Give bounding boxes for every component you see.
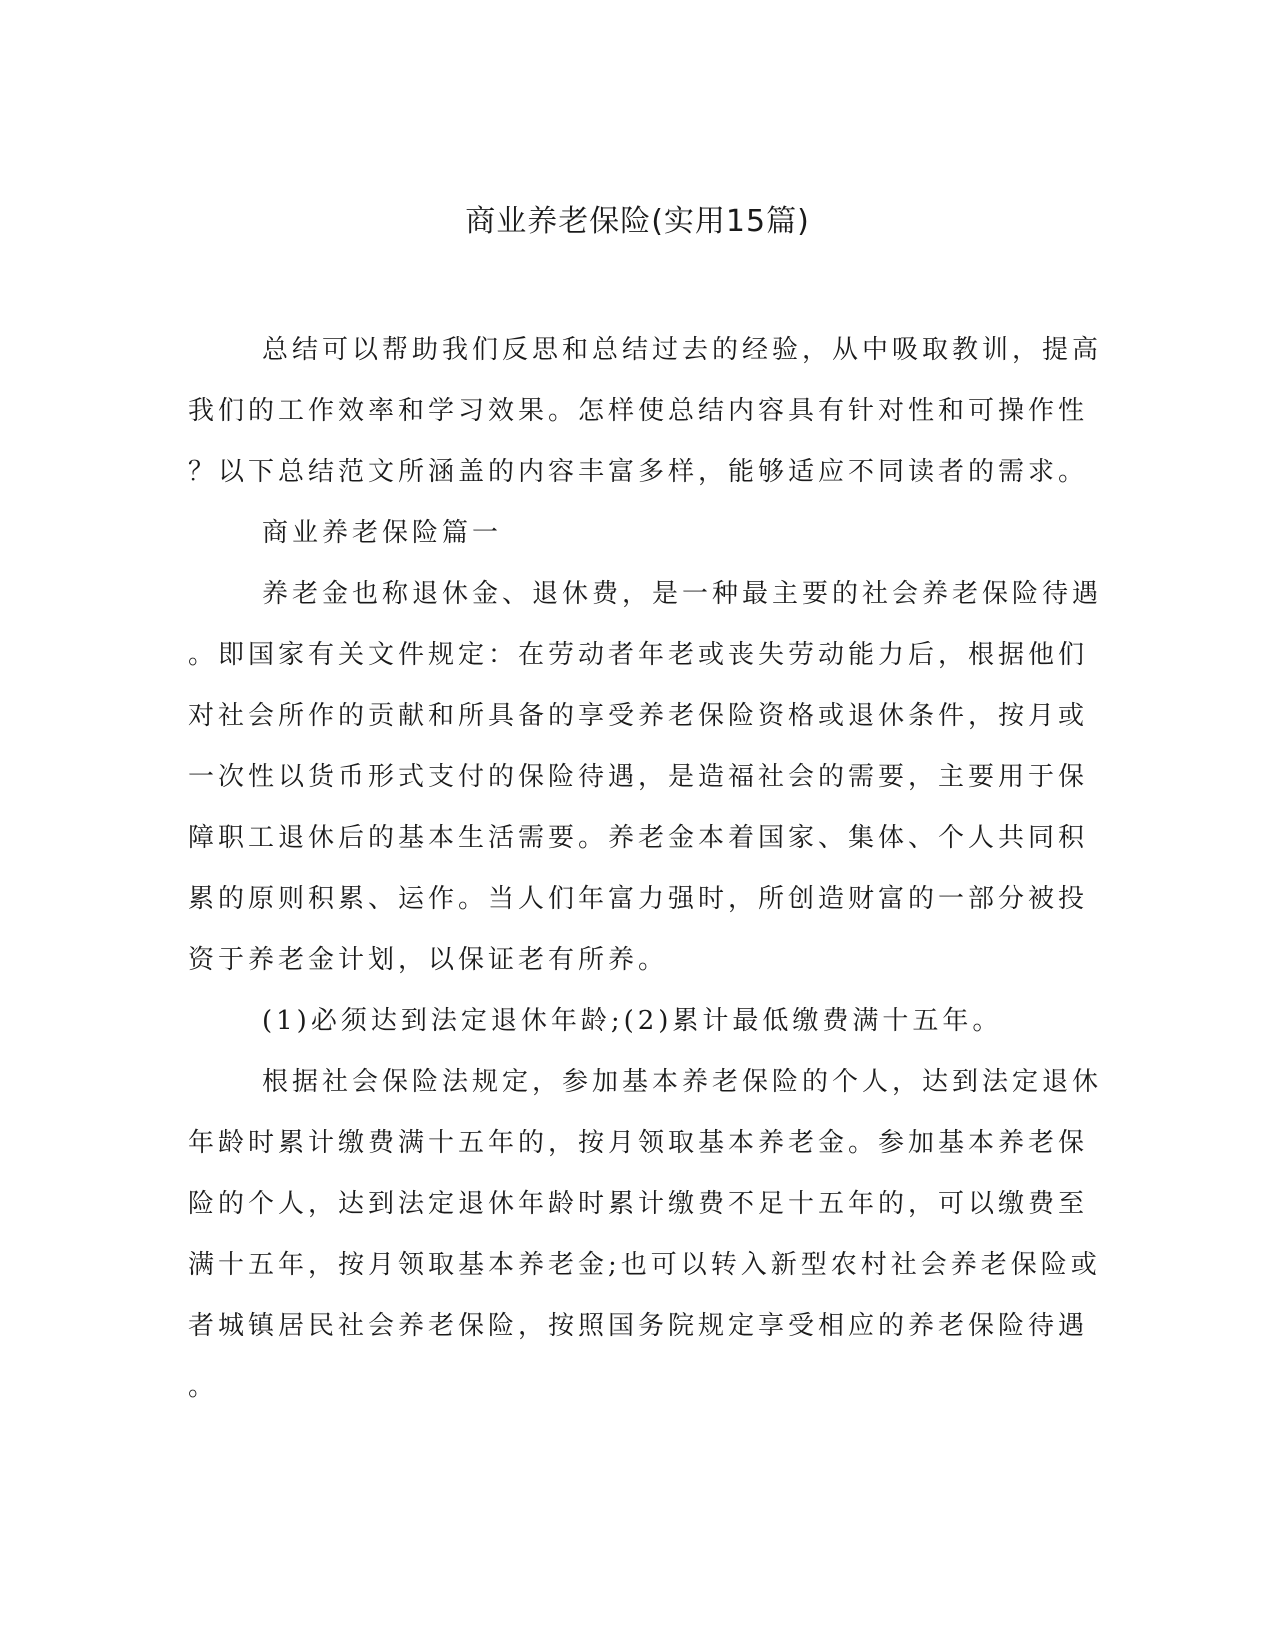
section-heading: 商业养老保险篇一	[262, 518, 503, 548]
text-line: 一次性以货币形式支付的保险待遇，是造福社会的需要，主要用于保	[188, 762, 1089, 792]
text-line: 年龄时累计缴费满十五年的，按月领取基本养老金。参加基本养老保	[188, 1128, 1089, 1158]
text-line: 。即国家有关文件规定：在劳动者年老或丧失劳动能力后，根据他们	[188, 640, 1089, 670]
text-line: (1)必须达到法定退休年龄;(2)累计最低缴费满十五年。	[262, 1006, 1003, 1036]
text-line: ？以下总结范文所涵盖的内容丰富多样，能够适应不同读者的需求。	[188, 457, 1089, 487]
text-line: 根据社会保险法规定，参加基本养老保险的个人，达到法定退休	[262, 1067, 1103, 1097]
document-body	[188, 320, 1103, 1418]
text-line: 者城镇居民社会养老保险，按照国务院规定享受相应的养老保险待遇	[188, 1311, 1089, 1341]
text-line: 总结可以帮助我们反思和总结过去的经验，从中吸取教训，提高	[262, 335, 1103, 365]
text-line: 养老金也称退休金、退休费，是一种最主要的社会养老保险待遇	[262, 579, 1103, 609]
text-line: 。	[188, 1372, 219, 1402]
text-line: 满十五年，按月领取基本养老金;也可以转入新型农村社会养老保险或	[188, 1250, 1101, 1280]
text-line: 资于养老金计划，以保证老有所养。	[188, 945, 669, 975]
text-line: 障职工退休后的基本生活需要。养老金本着国家、集体、个人共同积	[188, 823, 1089, 853]
text-line: 对社会所作的贡献和所具备的享受养老保险资格或退休条件，按月或	[188, 701, 1089, 731]
document-title: 商业养老保险(实用15篇)	[465, 204, 810, 239]
text-line: 我们的工作效率和学习效果。怎样使总结内容具有针对性和可操作性	[188, 396, 1089, 426]
text-line: 险的个人，达到法定退休年龄时累计缴费不足十五年的，可以缴费至	[188, 1189, 1089, 1219]
text-line: 累的原则积累、运作。当人们年富力强时，所创造财富的一部分被投	[188, 884, 1089, 914]
